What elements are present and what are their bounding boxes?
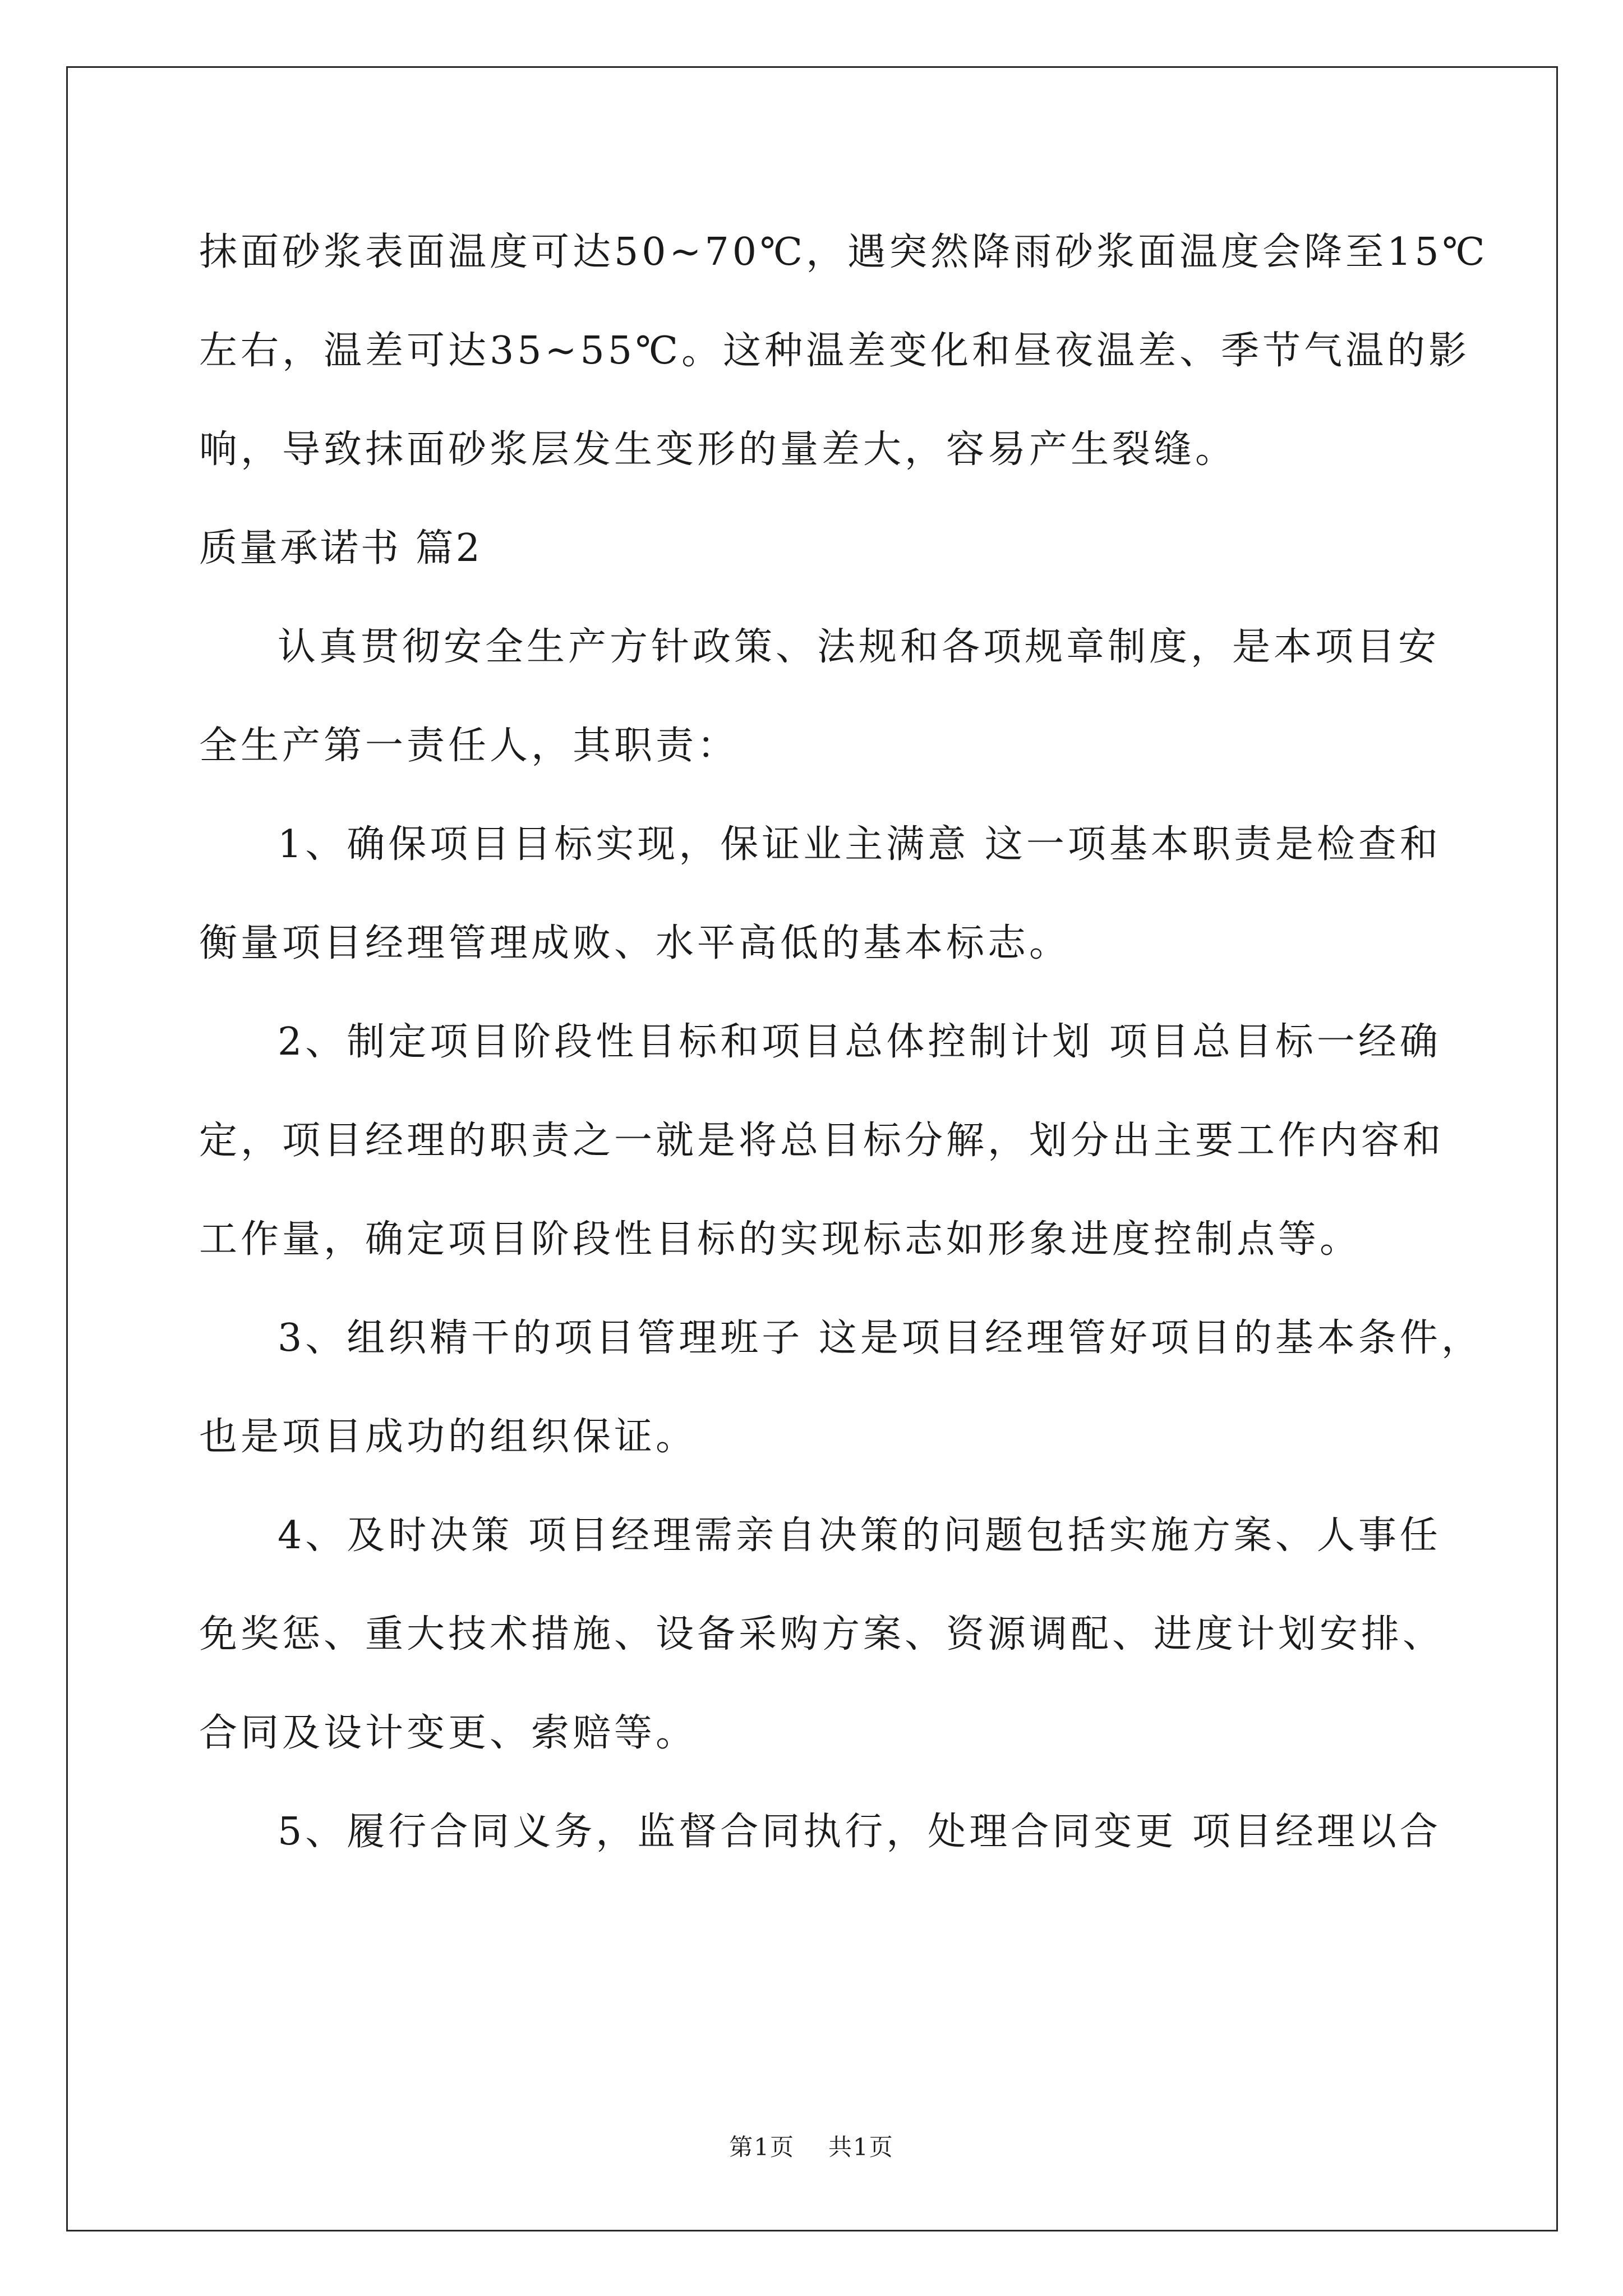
list-item-5: 5、履行合同义务，监督合同执行，处理合同变更 项目经理以合 bbox=[278, 1810, 1441, 1854]
text-line: 合同及设计变更、索赔等。 bbox=[199, 1711, 698, 1755]
list-item-2: 2、制定项目阶段性目标和项目总体控制计划 项目总目标一经确 bbox=[278, 1020, 1441, 1064]
text-line: 也是项目成功的组织保证。 bbox=[199, 1415, 698, 1459]
text-line: 响，导致抹面砂浆层发生变形的量差大，容易产生裂缝。 bbox=[199, 427, 1237, 472]
text-line: 左右，温差可达35~55℃。这种温差变化和昼夜温差、季节气温的影 bbox=[199, 329, 1470, 373]
text-line: 全生产第一责任人，其职责： bbox=[199, 724, 739, 768]
text-line: 工作量，确定项目阶段性目标的实现标志如形象进度控制点等。 bbox=[199, 1217, 1362, 1262]
text-line: 免奖惩、重大技术措施、设备采购方案、资源调配、进度计划安排、 bbox=[199, 1612, 1445, 1657]
text-line: 衡量项目经理管理成败、水平高低的基本标志。 bbox=[199, 921, 1071, 965]
list-item-3: 3、组织精干的项目管理班子 这是项目经理管好项目的基本条件， bbox=[278, 1316, 1483, 1360]
text-line: 抹面砂浆表面温度可达50~70℃，遇突然降雨砂浆面温度会降至15℃ bbox=[199, 230, 1488, 274]
text-line: 认真贯彻安全生产方针政策、法规和各项规章制度，是本项目安 bbox=[278, 625, 1440, 669]
text-line: 定，项目经理的职责之一就是将总目标分解，划分出主要工作内容和 bbox=[199, 1119, 1445, 1163]
page-number: 第1页 bbox=[729, 2133, 795, 2161]
page-total: 共1页 bbox=[828, 2133, 894, 2161]
list-item-4: 4、及时决策 项目经理需亲自决策的问题包括实施方案、人事任 bbox=[278, 1513, 1441, 1558]
section-heading: 质量承诺书 篇2 bbox=[199, 526, 482, 570]
list-item-1: 1、确保项目目标实现，保证业主满意 这一项基本职责是检查和 bbox=[278, 822, 1441, 867]
page-footer bbox=[0, 2129, 1623, 2162]
document-body bbox=[199, 213, 1488, 1892]
